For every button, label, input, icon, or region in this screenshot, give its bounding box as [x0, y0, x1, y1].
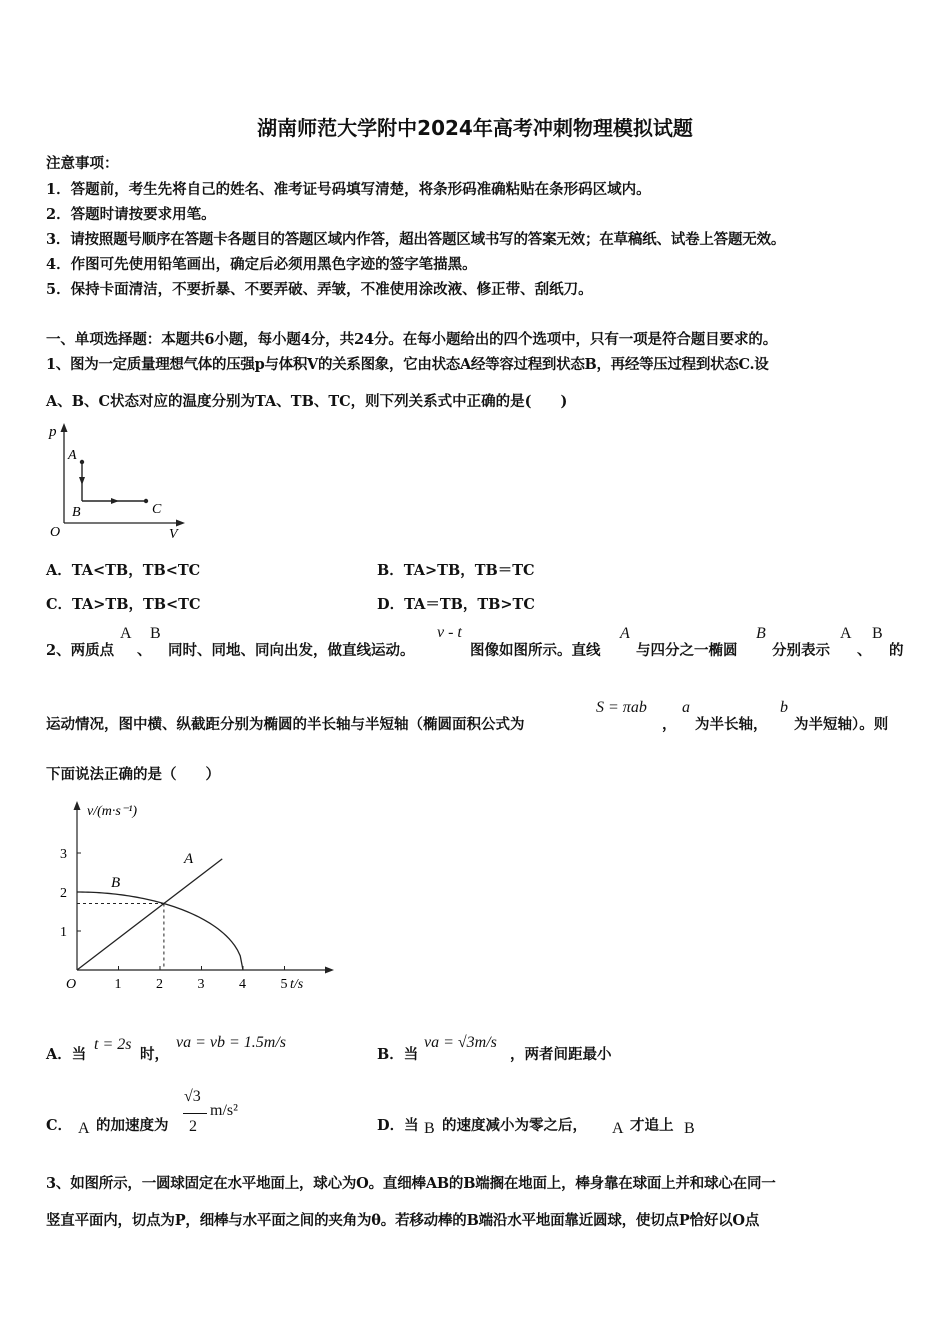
q1-y-arrow	[61, 423, 68, 432]
q2-vt-chart	[50, 795, 340, 1000]
q2-option-c-unit: m/s²	[210, 1102, 238, 1119]
q2-sym-vt: v - t	[437, 624, 462, 641]
q2-line2a: 运动情况，图中横、纵截距分别为椭圆的半长轴与半短轴（椭圆面积公式为	[46, 716, 525, 733]
notice-item-4: 4．作图可先使用铅笔画出，确定后必须用黑色字迹的签字笔描黑。	[46, 256, 477, 273]
q2-option-d-b2: B	[684, 1120, 695, 1137]
q2-option-c-a: A	[78, 1120, 90, 1137]
q2-option-a-t: t = 2s	[94, 1036, 132, 1053]
q1-label-b: B	[72, 505, 81, 520]
q2-sym-a-axis: a	[682, 699, 690, 716]
q2-y-tick-label: 2	[60, 886, 67, 901]
q2-sym-a3: A	[840, 625, 852, 642]
q2-label-b: B	[111, 875, 121, 891]
q2-option-a-eq: va = vb = 1.5m/s	[176, 1034, 287, 1051]
q2-line-a	[77, 859, 222, 970]
q2-text-1: 2、两质点	[46, 642, 115, 659]
q2-x-tick-label: 5	[280, 977, 288, 992]
q2-sym-a: A	[120, 625, 132, 642]
q1-point-c	[144, 499, 148, 503]
q2-line3: 下面说法正确的是（ ）	[46, 766, 220, 783]
q2-x-tick-label: 4	[239, 977, 246, 992]
notice-item-3: 3．请按照题号顺序在答题卡各题目的答题区域内作答，超出答题区域书写的答案无效；在草稿纸、试卷上答题无效。	[46, 231, 786, 248]
q2-xlabel: t/s	[290, 977, 304, 992]
q2-x-arrow	[325, 967, 334, 974]
q2-area-formula: S = πab	[596, 699, 647, 716]
q1-pv-graph	[44, 420, 194, 540]
q2-option-d-mid2: 才追上	[630, 1117, 674, 1134]
q2-origin: O	[66, 977, 77, 992]
q2-ylabel: v/(m·s⁻¹)	[87, 804, 138, 819]
q1-label-c: C	[152, 502, 162, 517]
q2-option-c-num: √3	[184, 1088, 201, 1105]
q1-point-a	[80, 460, 84, 464]
q1-option-d: D．TA＝TB，TB>TC	[377, 596, 535, 613]
q2-text-2: 同时、同地、同向出发，做直线运动。	[168, 642, 415, 659]
notice-item-1: 1．答题前，考生先将自己的姓名、准考证号码填写清楚，将条形码准确粘贴在条形码区域内。	[46, 181, 651, 198]
q2-option-c-prefix: C．	[46, 1117, 73, 1134]
notice-item-2: 2．答题时请按要求用笔。	[46, 206, 216, 223]
q2-option-b-eq: va = √3m/s	[424, 1034, 497, 1051]
q1-arrow-right	[111, 498, 119, 504]
q2-x-tick-label: 1	[114, 977, 122, 992]
q2-text-5: 分别表示	[772, 642, 830, 659]
q2-option-c-mid: 的加速度为	[96, 1117, 169, 1134]
q1-option-c: C．TA>TB，TB<TC	[46, 596, 201, 613]
notice-heading: 注意事项：	[46, 155, 119, 172]
q1-label-a: A	[68, 448, 77, 463]
q3-stem-line2: 竖直平面内，切点为P，细棒与水平面之间的夹角为θ。若移动棒的B端沿水平地面靠近圆球，使切点P恰好以O点	[46, 1212, 760, 1229]
q2-x-tick-label: 2	[156, 977, 163, 992]
q2-sym-b3: B	[872, 625, 883, 642]
q2-option-a-mid: 时，	[140, 1046, 169, 1063]
q2-y-tick-label: 3	[60, 847, 67, 862]
q1-stem-line2: A、B、C状态对应的温度分别为TA、TB、TC，则下列关系式中正确的是( )	[46, 393, 568, 410]
q1-label-v: V	[169, 527, 178, 540]
q1-label-p: p	[49, 424, 57, 440]
q2-sym-b2: B	[756, 625, 766, 642]
q2-y-arrow	[74, 801, 81, 810]
q2-sym-b: B	[150, 625, 161, 642]
q1-x-arrow	[176, 520, 185, 527]
q2-text-3: 图像如图所示。直线	[470, 642, 601, 659]
q2-option-d-b1: B	[424, 1120, 435, 1137]
q2-option-c-den: 2	[189, 1118, 197, 1135]
q2-label-a: A	[184, 851, 194, 867]
notice-item-5: 5．保持卡面清洁，不要折暴、不要弄破、弄皱，不准使用涂改液、修正带、刮纸刀。	[46, 281, 593, 298]
q2-y-tick-label: 1	[60, 925, 67, 940]
q2-option-b-post: ，两者间距最小	[510, 1046, 612, 1063]
q2-option-c-fraction-bar	[183, 1113, 207, 1114]
q2-sep-1: 、	[137, 642, 152, 659]
q2-option-d-a: A	[612, 1120, 624, 1137]
section-heading: 一、单项选择题：本题共6小题，每小题4分，共24分。在每小题给出的四个选项中，只有一项是符合题目要求的。	[46, 331, 778, 348]
q1-label-origin: O	[50, 525, 61, 540]
q2-sym-a2: A	[620, 625, 630, 642]
q1-option-a: A．TA<TB，TB<TC	[46, 562, 201, 579]
q2-comma-1: ，	[662, 716, 677, 733]
q1-option-b: B．TA>TB，TB＝TC	[377, 562, 535, 579]
q2-line2c: 为半短轴）。则	[794, 716, 889, 733]
q2-sep-2: 、	[857, 642, 872, 659]
page-title: 湖南师范大学附中2024年高考冲刺物理模拟试题	[257, 116, 693, 140]
q2-x-tick-label: 3	[197, 977, 205, 992]
q2-option-a-prefix: A．当	[46, 1046, 87, 1063]
q2-text-4: 与四分之一椭圆	[636, 642, 738, 659]
q1-arrow-down	[79, 477, 85, 485]
q2-option-b-prefix: B．当	[377, 1046, 419, 1063]
q2-sym-b-axis: b	[780, 699, 788, 716]
q2-text-6: 的	[889, 642, 904, 659]
q2-option-d-mid: 的速度减小为零之后，	[442, 1117, 587, 1134]
q3-stem-line1: 3、如图所示，一圆球固定在水平地面上，球心为O。直细棒AB的B端搁在地面上，棒身靠在球面上并和球心在同一	[46, 1175, 776, 1192]
q1-stem-line1: 1、图为一定质量理想气体的压强p与体积V的关系图象，它由状态A经等容过程到状态B，再经等压过程到状态C.设	[46, 356, 769, 373]
q2-option-d-prefix: D．当	[377, 1117, 419, 1134]
q2-line2b: 为半长轴，	[695, 716, 768, 733]
